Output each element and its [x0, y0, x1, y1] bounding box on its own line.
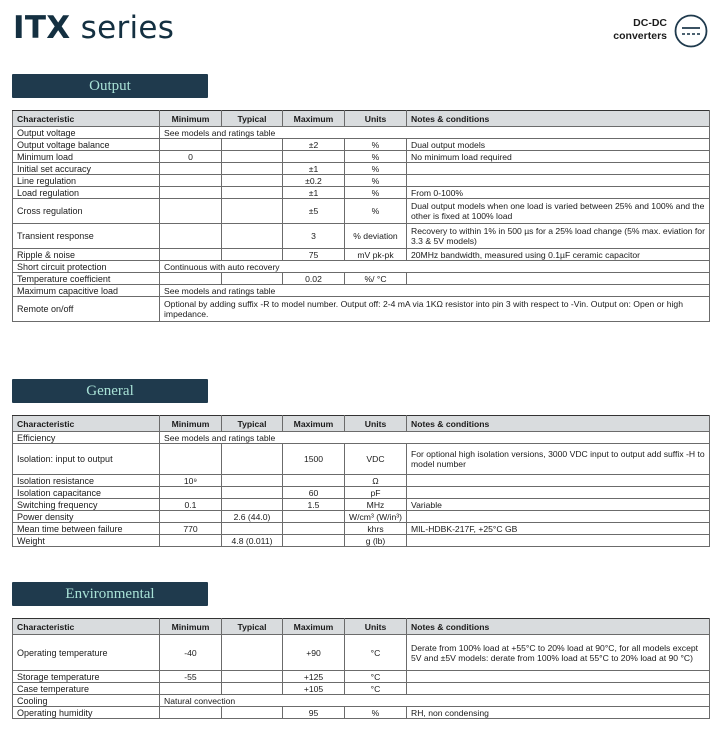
column-header: Typical: [222, 111, 283, 127]
cell-max: [283, 523, 345, 535]
table-row: [13, 707, 710, 719]
cell-typ: [222, 683, 283, 695]
table-row: [13, 683, 710, 695]
cell-char: Short circuit protection: [13, 261, 160, 273]
cell-notes: For optional high isolation versions, 3000 VDC input to output add suffix -H to model number: [407, 444, 710, 475]
cell-units: °C: [345, 671, 407, 683]
cell-typ: [222, 249, 283, 261]
cell-notes: [407, 535, 710, 547]
cell-typ: [222, 175, 283, 187]
logo-label: [613, 17, 667, 43]
cell-typ: [222, 523, 283, 535]
cell-char: Maximum capacitive load: [13, 285, 160, 297]
cell-min: [160, 199, 222, 224]
cell-char: Temperature coefficient: [13, 273, 160, 285]
cell-span: See models and ratings table: [160, 127, 710, 139]
cell-typ: [222, 499, 283, 511]
table-row: [13, 297, 710, 322]
table-header-row: [13, 111, 710, 127]
cell-min: [160, 487, 222, 499]
cell-min: 770: [160, 523, 222, 535]
column-header: Characteristic: [13, 111, 160, 127]
cell-min: [160, 683, 222, 695]
table-row: [13, 523, 710, 535]
cell-max: [283, 151, 345, 163]
table-row: [13, 487, 710, 499]
cell-notes: Dual output models when one load is varied between 25% and 100% and the other is fixed at 100% load: [407, 199, 710, 224]
cell-typ: [222, 487, 283, 499]
table-row: [13, 432, 710, 444]
cell-units: Ω: [345, 475, 407, 487]
cell-max: +125: [283, 671, 345, 683]
cell-notes: [407, 671, 710, 683]
column-header: Notes & conditions: [407, 416, 710, 432]
cell-char: Isolation resistance: [13, 475, 160, 487]
logo-line-1: DC-DC: [633, 17, 667, 29]
cell-units: %: [345, 707, 407, 719]
cell-min: [160, 273, 222, 285]
table-row: [13, 671, 710, 683]
cell-notes: 20MHz bandwidth, measured using 0.1µF ceramic capacitor: [407, 249, 710, 261]
cell-typ: [222, 187, 283, 199]
cell-char: Isolation: input to output: [13, 444, 160, 475]
cell-typ: [222, 273, 283, 285]
cell-notes: MIL-HDBK-217F, +25°C GB: [407, 523, 710, 535]
cell-max: +105: [283, 683, 345, 695]
table-row: [13, 127, 710, 139]
column-header: Notes & conditions: [407, 111, 710, 127]
cell-typ: [222, 444, 283, 475]
cell-notes: [407, 175, 710, 187]
cell-char: Initial set accuracy: [13, 163, 160, 175]
cell-units: %/ °C: [345, 273, 407, 285]
cell-char: Mean time between failure: [13, 523, 160, 535]
table-row: [13, 199, 710, 224]
cell-char: Transient response: [13, 224, 160, 249]
cell-max: ±1: [283, 163, 345, 175]
cell-max: 95: [283, 707, 345, 719]
column-header: Units: [345, 111, 407, 127]
cell-char: Case temperature: [13, 683, 160, 695]
cell-typ: [222, 224, 283, 249]
cell-min: 0.1: [160, 499, 222, 511]
cell-max: [283, 535, 345, 547]
table-row: [13, 535, 710, 547]
cell-notes: RH, non condensing: [407, 707, 710, 719]
column-header: Units: [345, 619, 407, 635]
cell-units: °C: [345, 635, 407, 671]
cell-span: See models and ratings table: [160, 285, 710, 297]
cell-span: Continuous with auto recovery: [160, 261, 710, 273]
table-header-row: [13, 416, 710, 432]
column-header: Maximum: [283, 111, 345, 127]
cell-min: [160, 175, 222, 187]
cell-typ: [222, 635, 283, 671]
cell-min: [160, 224, 222, 249]
cell-char: Efficiency: [13, 432, 160, 444]
cell-max: 3: [283, 224, 345, 249]
table-row: [13, 273, 710, 285]
cell-units: pF: [345, 487, 407, 499]
cell-notes: Recovery to within 1% in 500 µs for a 25% load change (5% max. eviation for 3.3 & 5V models): [407, 224, 710, 249]
cell-min: [160, 163, 222, 175]
table-row: [13, 261, 710, 273]
column-header: Units: [345, 416, 407, 432]
column-header: Typical: [222, 416, 283, 432]
cell-max: ±1: [283, 187, 345, 199]
column-header: Characteristic: [13, 416, 160, 432]
cell-notes: No minimum load required: [407, 151, 710, 163]
cell-min: [160, 187, 222, 199]
cell-char: Power density: [13, 511, 160, 523]
column-header: Maximum: [283, 416, 345, 432]
cell-notes: [407, 511, 710, 523]
output-spec-table: [12, 110, 710, 322]
cell-max: ±2: [283, 139, 345, 151]
cell-notes: [407, 163, 710, 175]
section-header-output: Output: [12, 74, 208, 98]
column-header: Typical: [222, 619, 283, 635]
cell-typ: 2.6 (44.0): [222, 511, 283, 523]
column-header: Minimum: [160, 619, 222, 635]
cell-max: ±0.2: [283, 175, 345, 187]
cell-char: Cooling: [13, 695, 160, 707]
cell-notes: Dual output models: [407, 139, 710, 151]
cell-units: %: [345, 199, 407, 224]
column-header: Minimum: [160, 111, 222, 127]
table-row: [13, 499, 710, 511]
cell-min: -55: [160, 671, 222, 683]
cell-typ: [222, 151, 283, 163]
logo-line-2: converters: [613, 30, 667, 42]
environmental-spec-table: [12, 618, 710, 719]
cell-typ: [222, 163, 283, 175]
table-header-row: [13, 619, 710, 635]
cell-max: [283, 511, 345, 523]
section-header-environmental: Environmental: [12, 582, 208, 606]
cell-min: [160, 535, 222, 547]
cell-units: °C: [345, 683, 407, 695]
column-header: Minimum: [160, 416, 222, 432]
table-row: [13, 151, 710, 163]
cell-min: [160, 139, 222, 151]
cell-units: khrs: [345, 523, 407, 535]
page-title: [13, 10, 174, 46]
column-header: Notes & conditions: [407, 619, 710, 635]
cell-typ: [222, 671, 283, 683]
table-row: [13, 635, 710, 671]
cell-min: 0: [160, 151, 222, 163]
cell-char: Cross regulation: [13, 199, 160, 224]
cell-typ: [222, 199, 283, 224]
cell-char: Operating temperature: [13, 635, 160, 671]
cell-min: 10⁹: [160, 475, 222, 487]
table-row: [13, 249, 710, 261]
column-header: Maximum: [283, 619, 345, 635]
table-row: [13, 224, 710, 249]
section-header-general: General: [12, 379, 208, 403]
table-row: [13, 139, 710, 151]
cell-units: %: [345, 187, 407, 199]
cell-notes: [407, 683, 710, 695]
cell-typ: 4.8 (0.011): [222, 535, 283, 547]
cell-char: Operating humidity: [13, 707, 160, 719]
title-rest: series: [80, 10, 175, 46]
cell-typ: [222, 707, 283, 719]
table-row: [13, 175, 710, 187]
cell-char: Load regulation: [13, 187, 160, 199]
cell-notes: Derate from 100% load at +55°C to 20% load at 90°C, for all models except 5V and ±5V models: derate from 100% load at 55°C to 20% load at 90 °C): [407, 635, 710, 671]
cell-units: % deviation: [345, 224, 407, 249]
table-row: [13, 511, 710, 523]
cell-units: W/cm³ (W/in³): [345, 511, 407, 523]
cell-units: %: [345, 163, 407, 175]
cell-char: Isolation capacitance: [13, 487, 160, 499]
cell-min: [160, 444, 222, 475]
cell-span: Optional by adding suffix -R to model number. Output off: 2-4 mA via 1KΩ resistor into pin 3 with respect to -Vin. Output on: Open or high impedance.: [160, 297, 710, 322]
cell-char: Weight: [13, 535, 160, 547]
cell-max: 1500: [283, 444, 345, 475]
dc-dc-converter-icon: [674, 14, 708, 48]
cell-char: Remote on/off: [13, 297, 160, 322]
cell-typ: [222, 139, 283, 151]
cell-notes: [407, 475, 710, 487]
table-row: [13, 444, 710, 475]
general-spec-table: [12, 415, 710, 547]
cell-char: Storage temperature: [13, 671, 160, 683]
cell-min: [160, 511, 222, 523]
table-row: [13, 475, 710, 487]
cell-max: 75: [283, 249, 345, 261]
cell-char: Minimum load: [13, 151, 160, 163]
table-row: [13, 695, 710, 707]
cell-char: Output voltage balance: [13, 139, 160, 151]
cell-char: Switching frequency: [13, 499, 160, 511]
cell-char: Ripple & noise: [13, 249, 160, 261]
cell-max: +90: [283, 635, 345, 671]
cell-min: [160, 707, 222, 719]
cell-units: VDC: [345, 444, 407, 475]
cell-max: [283, 475, 345, 487]
cell-span: See models and ratings table: [160, 432, 710, 444]
title-bold: ITX: [13, 10, 71, 46]
cell-units: mV pk-pk: [345, 249, 407, 261]
cell-notes: [407, 487, 710, 499]
cell-min: -40: [160, 635, 222, 671]
column-header: Characteristic: [13, 619, 160, 635]
cell-units: g (lb): [345, 535, 407, 547]
table-row: [13, 187, 710, 199]
table-row: [13, 163, 710, 175]
cell-typ: [222, 475, 283, 487]
cell-span: Natural convection: [160, 695, 710, 707]
cell-max: 1.5: [283, 499, 345, 511]
cell-char: Output voltage: [13, 127, 160, 139]
cell-units: %: [345, 175, 407, 187]
cell-notes: From 0-100%: [407, 187, 710, 199]
cell-units: MHz: [345, 499, 407, 511]
cell-max: 60: [283, 487, 345, 499]
cell-units: %: [345, 139, 407, 151]
cell-notes: [407, 273, 710, 285]
cell-units: %: [345, 151, 407, 163]
cell-char: Line regulation: [13, 175, 160, 187]
cell-max: ±5: [283, 199, 345, 224]
cell-max: 0.02: [283, 273, 345, 285]
cell-notes: Variable: [407, 499, 710, 511]
cell-min: [160, 249, 222, 261]
table-row: [13, 285, 710, 297]
